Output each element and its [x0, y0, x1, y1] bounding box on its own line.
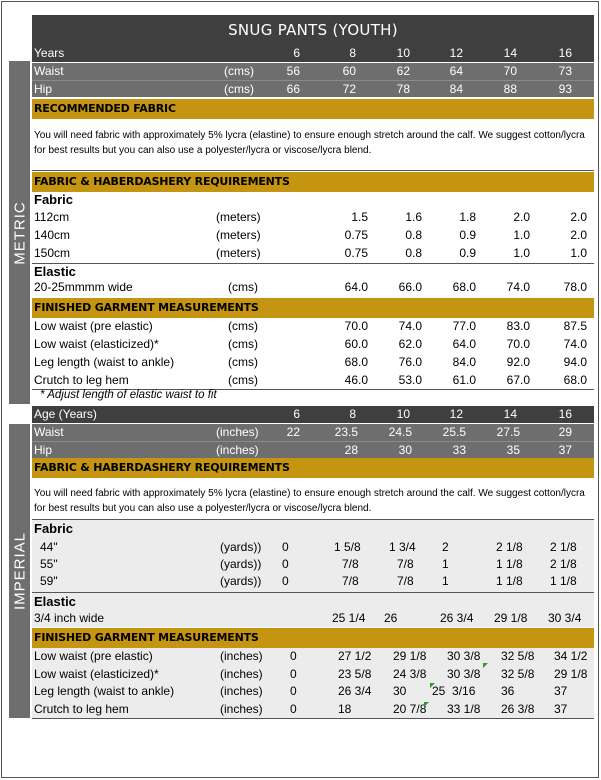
- value-cell: 46.0: [344, 373, 368, 387]
- metric-requirements-heading: FABRIC & HABERDASHERY REQUIREMENTS: [32, 172, 594, 192]
- recommended-fabric-text: You will need fabric with approximately 5% lycra (elastine) to ensure enough stretch around the calf. We suggest cotton/lycra for best results but you can also use a polyester/lycra or viscose/lycra blend.: [34, 130, 585, 156]
- value-cell: 1.0: [513, 246, 530, 260]
- value-cell: 30 3/8: [447, 667, 481, 681]
- imperial-fabric-row: [32, 556, 594, 573]
- value-cell: 76.0: [398, 355, 422, 369]
- value-cell: 2 1/8: [496, 540, 523, 554]
- value-cell: 56: [286, 64, 300, 78]
- value-cell: 33 1/8: [447, 702, 481, 716]
- value-cell: 7/8: [342, 574, 359, 588]
- value-cell: 60: [342, 64, 356, 78]
- row-label: Crutch to leg hem: [34, 373, 129, 387]
- metric-size: 8: [349, 46, 356, 60]
- value-cell: 0.9: [459, 246, 476, 260]
- imperial-hip-row: [32, 441, 594, 458]
- value-cell: 0.75: [344, 228, 368, 242]
- value-cell: 0: [282, 574, 289, 588]
- value-cell: 62: [396, 64, 410, 78]
- row-label: Low waist (elasticized)*: [34, 337, 159, 351]
- value-cell: 37: [554, 702, 568, 716]
- value-cell: 68.0: [563, 373, 587, 387]
- value-cell: 1 1/8: [550, 574, 577, 588]
- row-unit: (inches): [220, 649, 263, 663]
- row-label: Leg length (waist to ankle): [34, 684, 175, 698]
- row-label: Waist: [34, 425, 64, 439]
- metric-hip-row: [32, 80, 594, 97]
- value-cell: 0.8: [405, 246, 422, 260]
- row-label: Low waist (elasticized)*: [34, 667, 159, 681]
- value-cell: 61.0: [452, 373, 476, 387]
- value-cell: 24.5: [388, 425, 412, 439]
- value-cell: 64.0: [452, 337, 476, 351]
- row-label: 55": [40, 557, 58, 571]
- value-cell: 74.0: [398, 319, 422, 333]
- value-cell: 26 3/4: [338, 684, 372, 698]
- metric-finished-row: [32, 354, 594, 371]
- value-cell: 30 3/8: [447, 649, 481, 663]
- value-cell: 25.5: [442, 425, 466, 439]
- value-cell: 0: [290, 684, 297, 698]
- row-label: Hip: [34, 82, 53, 96]
- row-unit: (meters): [216, 228, 261, 242]
- row-label: Hip: [34, 443, 53, 457]
- value-cell: 29 1/8: [494, 611, 528, 625]
- metric-finished-row: [32, 372, 594, 389]
- size-chart: [32, 0, 594, 780]
- value-cell: 73: [558, 64, 572, 78]
- value-cell: 29 1/8: [554, 667, 588, 681]
- metric-waist-row: [32, 63, 594, 80]
- value-cell: 0: [282, 540, 289, 554]
- row-unit: (cms): [224, 82, 254, 96]
- value-cell: 78: [396, 82, 410, 96]
- value-cell: 84.0: [452, 355, 476, 369]
- row-unit: (inches): [216, 425, 259, 439]
- value-cell: 1 3/4: [389, 540, 416, 554]
- value-cell: 72: [342, 82, 356, 96]
- row-label: 59": [40, 574, 58, 588]
- value-cell: 29: [558, 425, 572, 439]
- value-cell: 20 7/8: [393, 702, 427, 716]
- value-cell: 0.75: [344, 246, 368, 260]
- value-cell: 1.8: [459, 210, 476, 224]
- value-cell: 23.5: [334, 425, 358, 439]
- imperial-header-label: Age (Years): [34, 407, 97, 421]
- value-cell: 36: [501, 684, 515, 698]
- value-cell: 7/8: [397, 574, 414, 588]
- metric-fabric-row: [32, 209, 594, 226]
- row-label: 150cm: [34, 246, 71, 260]
- value-cell: 30: [393, 684, 407, 698]
- metric-finished-heading: FINISHED GARMENT MEASUREMENTS: [32, 298, 594, 318]
- imperial-fabric-row: [32, 539, 594, 556]
- value-cell: 1 5/8: [334, 540, 361, 554]
- value-cell: 7/8: [397, 557, 414, 571]
- imperial-size: 12: [449, 407, 463, 421]
- value-cell: 7/8: [342, 557, 359, 571]
- value-cell: 27 1/2: [338, 649, 372, 663]
- value-cell: 0: [290, 702, 297, 716]
- imperial-header-row: [32, 406, 594, 423]
- row-unit: (cms): [224, 64, 254, 78]
- value-cell: 1.6: [405, 210, 422, 224]
- value-cell: 64: [449, 64, 463, 78]
- metric-size: 12: [449, 46, 463, 60]
- row-unit: (yards)): [220, 574, 262, 588]
- cell-flag-icon: [483, 663, 488, 668]
- value-cell: 93: [558, 82, 572, 96]
- value-cell: 1 1/8: [496, 557, 523, 571]
- row-unit: (inches): [220, 702, 263, 716]
- value-cell: 64.0: [344, 280, 368, 294]
- value-cell: 37: [554, 684, 568, 698]
- cell-flag-icon: [430, 683, 435, 688]
- row-unit: (cms): [228, 373, 258, 387]
- value-cell: 67.0: [506, 373, 530, 387]
- value-cell: 25 1/4: [332, 611, 366, 625]
- value-cell: 74.0: [563, 337, 587, 351]
- value-cell: 1.0: [570, 246, 587, 260]
- metric-side-tab: [9, 61, 30, 404]
- row-unit: (cms): [228, 337, 258, 351]
- value-cell: 2: [442, 540, 449, 554]
- value-cell: 0: [290, 649, 297, 663]
- row-unit: (meters): [216, 246, 261, 260]
- row-label: 140cm: [34, 228, 71, 242]
- value-cell: 26: [384, 611, 398, 625]
- value-cell: 62.0: [398, 337, 422, 351]
- cell-flag-icon: [424, 702, 429, 707]
- value-cell: 30: [398, 443, 412, 457]
- metric-size: 10: [396, 46, 410, 60]
- value-cell: 1: [442, 574, 449, 588]
- imperial-finished-heading: FINISHED GARMENT MEASUREMENTS: [32, 628, 594, 648]
- divider: [32, 170, 594, 171]
- value-cell: 68.0: [344, 355, 368, 369]
- value-cell: 60.0: [344, 337, 368, 351]
- metric-elastic-row: [32, 279, 594, 296]
- row-label: 44": [40, 540, 58, 554]
- row-unit: (cms): [228, 355, 258, 369]
- value-cell: 2.0: [513, 210, 530, 224]
- row-label: Waist: [34, 64, 64, 78]
- value-cell: 27.5: [496, 425, 520, 439]
- value-cell: 0: [282, 557, 289, 571]
- value-cell: 2.0: [570, 210, 587, 224]
- row-label: 20-25mmmm wide: [34, 280, 133, 294]
- imperial-size: 6: [293, 407, 300, 421]
- row-unit: (yards)): [220, 557, 262, 571]
- imperial-fabric-label: Fabric: [34, 521, 74, 536]
- value-cell: 18: [338, 702, 352, 716]
- value-cell: 1 1/8: [496, 574, 523, 588]
- imperial-elastic-label: Elastic: [34, 594, 76, 609]
- value-cell: 2 1/8: [550, 540, 577, 554]
- value-cell: 32 5/8: [501, 649, 535, 663]
- imperial-finished-row: [32, 666, 594, 683]
- imperial-side-label: IMPERIAL: [11, 531, 28, 611]
- value-cell: 35: [506, 443, 520, 457]
- imperial-fabric-row: [32, 573, 594, 590]
- value-cell: 66: [286, 82, 300, 96]
- metric-fabric-label: Fabric: [34, 192, 74, 207]
- row-label: 3/4 inch wide: [34, 611, 105, 625]
- row-unit: (yards)): [220, 540, 262, 554]
- imperial-finished-row: [32, 683, 594, 700]
- metric-size: 14: [503, 46, 517, 60]
- value-cell: 33: [452, 443, 466, 457]
- metric-fabric-row: [32, 227, 594, 244]
- value-cell: 22: [286, 425, 300, 439]
- value-cell: 28: [344, 443, 358, 457]
- value-cell: 0: [290, 667, 297, 681]
- value-cell: 0.8: [405, 228, 422, 242]
- row-unit: (inches): [216, 443, 259, 457]
- imperial-requirements-heading: FABRIC & HABERDASHERY REQUIREMENTS: [32, 458, 594, 478]
- metric-finished-row: [32, 336, 594, 353]
- value-cell: 2.0: [570, 228, 587, 242]
- value-cell: 23 5/8: [338, 667, 372, 681]
- value-cell: 29 1/8: [393, 649, 427, 663]
- metric-size: 16: [558, 46, 572, 60]
- footnote: * Adjust length of elastic waist to fit: [40, 389, 217, 401]
- metric-side-label: METRIC: [11, 200, 28, 265]
- imperial-side-tab: [9, 424, 30, 718]
- imperial-size: 16: [558, 407, 572, 421]
- value-cell: 70.0: [344, 319, 368, 333]
- value-cell: 74.0: [506, 280, 530, 294]
- metric-header-label: Years: [34, 46, 65, 60]
- value-cell: 88: [503, 82, 517, 96]
- imperial-size: 10: [396, 407, 410, 421]
- metric-fabric-row: [32, 245, 594, 262]
- imperial-size: 14: [503, 407, 517, 421]
- value-cell: 26 3/4: [440, 611, 474, 625]
- value-cell: 37: [558, 443, 572, 457]
- value-cell: 25 3/16: [432, 684, 476, 698]
- page-title: SNUG PANTS (YOUTH): [32, 15, 594, 45]
- row-label: 112cm: [34, 210, 70, 224]
- value-cell: 2 1/8: [550, 557, 577, 571]
- imperial-waist-row: [32, 424, 594, 441]
- metric-header-row: [32, 45, 594, 62]
- value-cell: 53.0: [398, 373, 422, 387]
- value-cell: 32 5/8: [501, 667, 535, 681]
- imperial-finished-row: [32, 648, 594, 665]
- value-cell: 26 3/8: [501, 702, 535, 716]
- imperial-requirements-text: You will need fabric with approximately 5% lycra (elastine) to ensure enough stretch around the calf. We suggest cotton/lycra for best results but you can also use a polyester/lycra or viscose/lycra blend.: [34, 488, 585, 514]
- value-cell: 78.0: [563, 280, 587, 294]
- recommended-fabric-heading: RECOMMENDED FABRIC: [32, 99, 594, 119]
- value-cell: 1: [442, 557, 449, 571]
- divider: [32, 718, 594, 719]
- row-unit: (inches): [220, 684, 263, 698]
- imperial-size: 8: [349, 407, 356, 421]
- metric-size: 6: [293, 46, 300, 60]
- row-label: Low waist (pre elastic): [34, 319, 153, 333]
- value-cell: 92.0: [506, 355, 530, 369]
- value-cell: 24 3/8: [393, 667, 427, 681]
- metric-elastic-label: Elastic: [34, 264, 76, 279]
- value-cell: 77.0: [452, 319, 476, 333]
- row-label: Low waist (pre elastic): [34, 649, 153, 663]
- row-label: Crutch to leg hem: [34, 702, 129, 716]
- value-cell: 34 1/2: [554, 649, 588, 663]
- value-cell: 94.0: [563, 355, 587, 369]
- value-cell: 1.5: [351, 210, 368, 224]
- value-cell: 70.0: [506, 337, 530, 351]
- value-cell: 0.9: [459, 228, 476, 242]
- row-unit: (inches): [220, 667, 263, 681]
- value-cell: 1.0: [513, 228, 530, 242]
- metric-finished-row: [32, 318, 594, 335]
- value-cell: 84: [449, 82, 463, 96]
- imperial-elastic-row: [32, 610, 594, 627]
- value-cell: 83.0: [506, 319, 530, 333]
- value-cell: 87.5: [563, 319, 587, 333]
- value-cell: 68.0: [452, 280, 476, 294]
- imperial-finished-row: [32, 701, 594, 718]
- value-cell: 66.0: [398, 280, 422, 294]
- row-unit: (cms): [228, 280, 258, 294]
- row-unit: (cms): [228, 319, 258, 333]
- row-label: Leg length (waist to ankle): [34, 355, 175, 369]
- row-unit: (meters): [216, 210, 261, 224]
- value-cell: 70: [503, 64, 517, 78]
- value-cell: 30 3/4: [548, 611, 582, 625]
